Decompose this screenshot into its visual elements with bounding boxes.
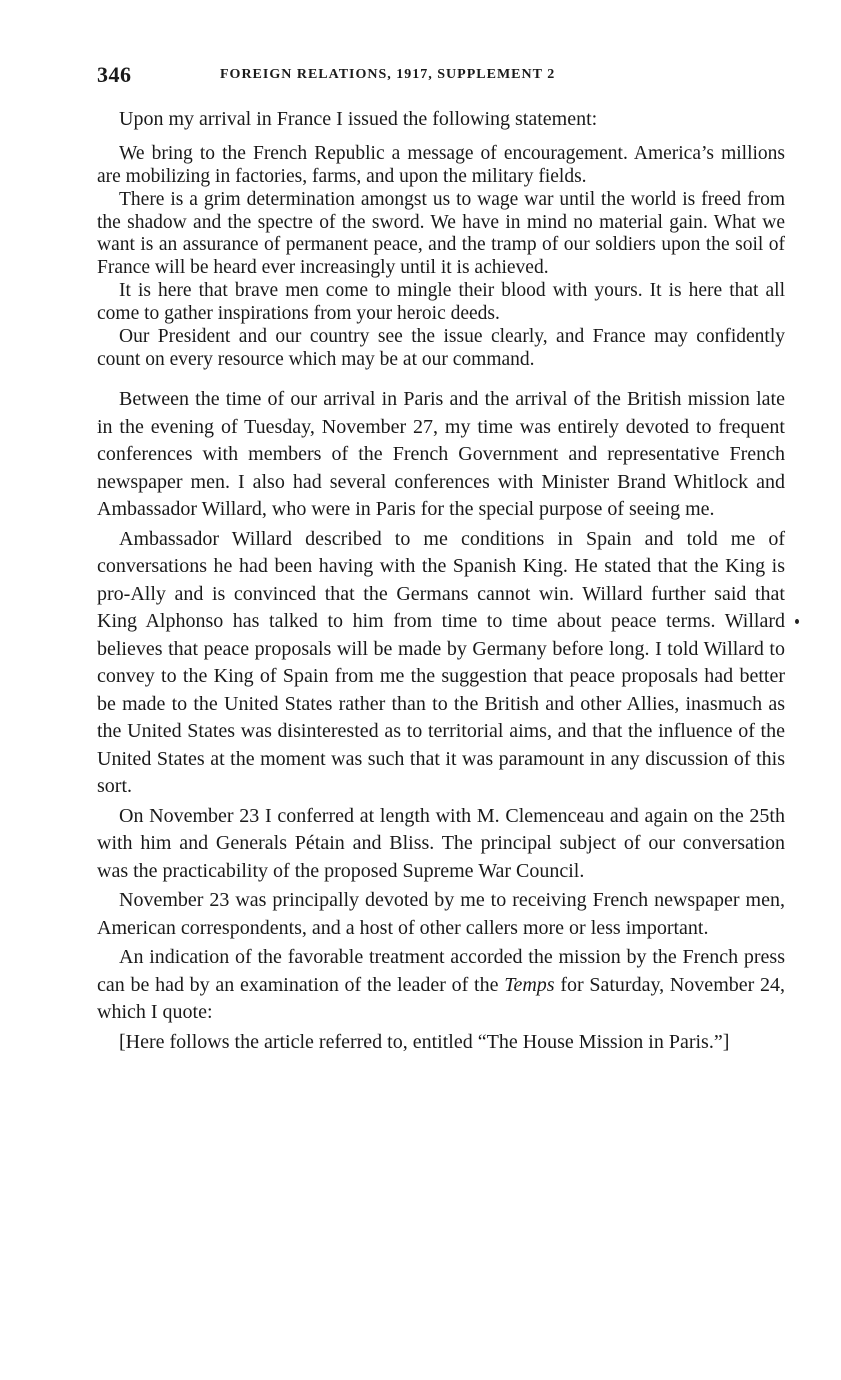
running-title: FOREIGN RELATIONS, 1917, SUPPLEMENT 2 <box>220 67 556 82</box>
statement-paragraph: There is a grim determination amongst us to wage war until the world is freed from the shadow and the spectre of the sword. We have in mind no material gain. What we want is an assurance of permanent peace, and the tramp of our soldiers upon the soil of France will be heard ever increasingly until it is achieved. <box>97 189 785 278</box>
body-paragraph: Between the time of our arrival in Paris and the arrival of the British mission late in the evening of Tuesday, November 27, my time was entirely devoted to frequent conferences with members of the French Government and representative French newspaper men. I also had several conferences with Minister Brand Whitlock and Ambassador Willard, who were in Paris for the special purpose of seeing me. <box>97 388 785 520</box>
body-text <box>97 386 785 1056</box>
temps-text-before: An indication of the favorable treatment accorded the mission by the French press can be had by an examination of the leader of the <box>97 946 785 996</box>
document-page <box>97 62 785 1058</box>
statement-paragraph: It is here that brave men come to mingle their blood with yours. It is here that all come to gather inspirations from your heroic deeds. <box>97 280 785 324</box>
statement-paragraph: Our President and our country see the issue clearly, and France may confidently count on every resource which may be at our command. <box>97 326 785 370</box>
intro-paragraph: Upon my arrival in France I issued the following statement: <box>119 108 598 130</box>
editorial-note: [Here follows the article referred to, entitled “The House Mission in Paris.”] <box>119 1030 730 1053</box>
temps-paragraph <box>97 944 785 1027</box>
temps-title: Temps <box>504 973 555 996</box>
running-head <box>97 62 785 92</box>
temps-text-after: for Saturday, November 24, which I quote: <box>97 973 786 1023</box>
body-paragraph: Ambassador Willard described to me conditions in Spain and told me of conversations he had been having with the Spanish King. He stated that the King is pro-Ally and is convinced that the Germans cannot win. Willard further said that King Alphonso has talked to him from time to time about peace terms. Willard believes that peace proposals will be made by Germany before long. I told Willard to convey to the King of Spain from me the suggestion that peace proposals had better be made to the United States rather than to the British and other Allies, inasmuch as the United States was disinterested as to territorial aims, and that the influence of the United States at the moment was such that it was paramount in any discussion of this sort. <box>97 527 785 797</box>
page-number: 346 <box>97 62 132 87</box>
statement-paragraph: We bring to the French Republic a message of encouragement. America’s millions are mobilizing in factories, farms, and upon the military fields. <box>97 143 785 187</box>
body-paragraph: On November 23 I conferred at length with M. Clemenceau and again on the 25th with him and Generals Pétain and Bliss. The principal subject of our conversation was the practicability of the proposed Supreme War Council. <box>97 804 785 882</box>
body-paragraph: November 23 was principally devoted by me to receiving French newspaper men, American correspondents, and a host of other callers more or less important. <box>97 889 785 939</box>
ink-speck <box>795 619 799 624</box>
quoted-statement <box>97 143 785 371</box>
